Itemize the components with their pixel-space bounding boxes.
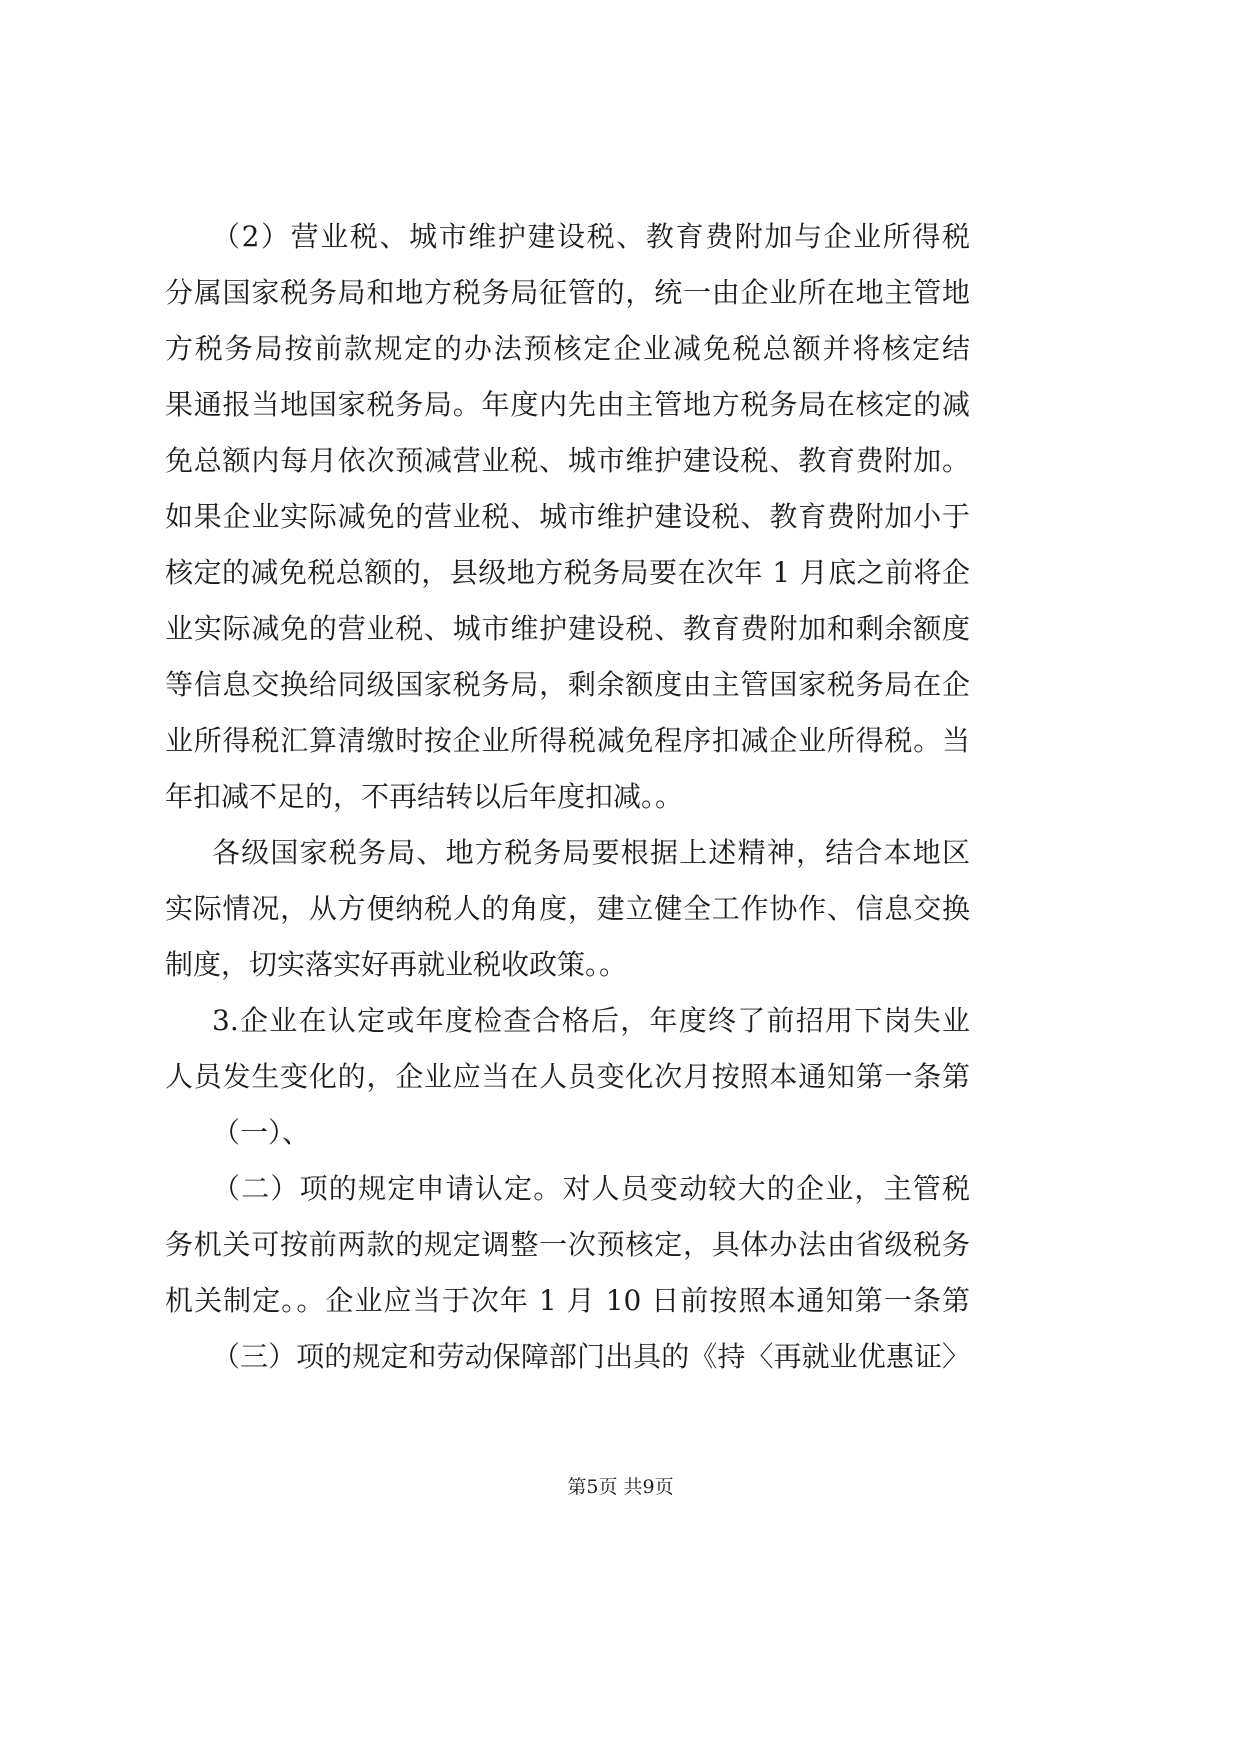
text-line: （2）营业税、城市维护建设税、教育费附加与企业所得税	[212, 220, 970, 253]
text-line: 免总额内每月依次预减营业税、城市维护建设税、教育费附加。	[165, 444, 970, 477]
text-line: 业所得税汇算清缴时按企业所得税减免程序扣减企业所得税。当	[165, 724, 970, 757]
text-line: 分属国家税务局和地方税务局征管的，统一由企业所在地主管地	[165, 276, 970, 309]
text-line: （一）、	[212, 1116, 311, 1149]
text-line: 年扣减不足的，不再结转以后年度扣减。。	[165, 780, 684, 813]
text-line: 方税务局按前款规定的办法预核定企业减免税总额并将核定结	[165, 332, 970, 365]
text-line: 各级国家税务局、地方税务局要根据上述精神，结合本地区	[212, 836, 970, 869]
text-line: 如果企业实际减免的营业税、城市维护建设税、教育费附加小于	[165, 500, 970, 533]
text-line: 务机关可按前两款的规定调整一次预核定，具体办法由省级税务	[165, 1228, 970, 1261]
text-line: 果通报当地国家税务局。年度内先由主管地方税务局在核定的减	[165, 388, 970, 421]
text-line: 3.企业在认定或年度检查合格后，年度终了前招用下岗失业	[212, 1004, 970, 1037]
text-line: 等信息交换给同级国家税务局，剩余额度由主管国家税务局在企	[165, 668, 970, 701]
text-line: （三）项的规定和劳动保障部门出具的《持〈再就业优惠证〉	[212, 1340, 970, 1373]
text-line: 人员发生变化的，企业应当在人员变化次月按照本通知第一条第	[165, 1060, 970, 1093]
text-line: （二）项的规定申请认定。对人员变动较大的企业，主管税	[212, 1172, 970, 1205]
text-line: 制度，切实落实好再就业税收政策。。	[165, 948, 628, 981]
document-body	[165, 209, 970, 1385]
text-line: 核定的减免税总额的，县级地方税务局要在次年 1 月底之前将企	[165, 556, 970, 589]
text-line: 实际情况，从方便纳税人的角度，建立健全工作协作、信息交换	[165, 892, 970, 925]
page-number-footer: 第5页 共9页	[567, 1476, 674, 1498]
text-line: 机关制定。。企业应当于次年 1 月 10 日前按照本通知第一条第	[165, 1284, 970, 1317]
text-line: 业实际减免的营业税、城市维护建设税、教育费附加和剩余额度	[165, 612, 970, 645]
